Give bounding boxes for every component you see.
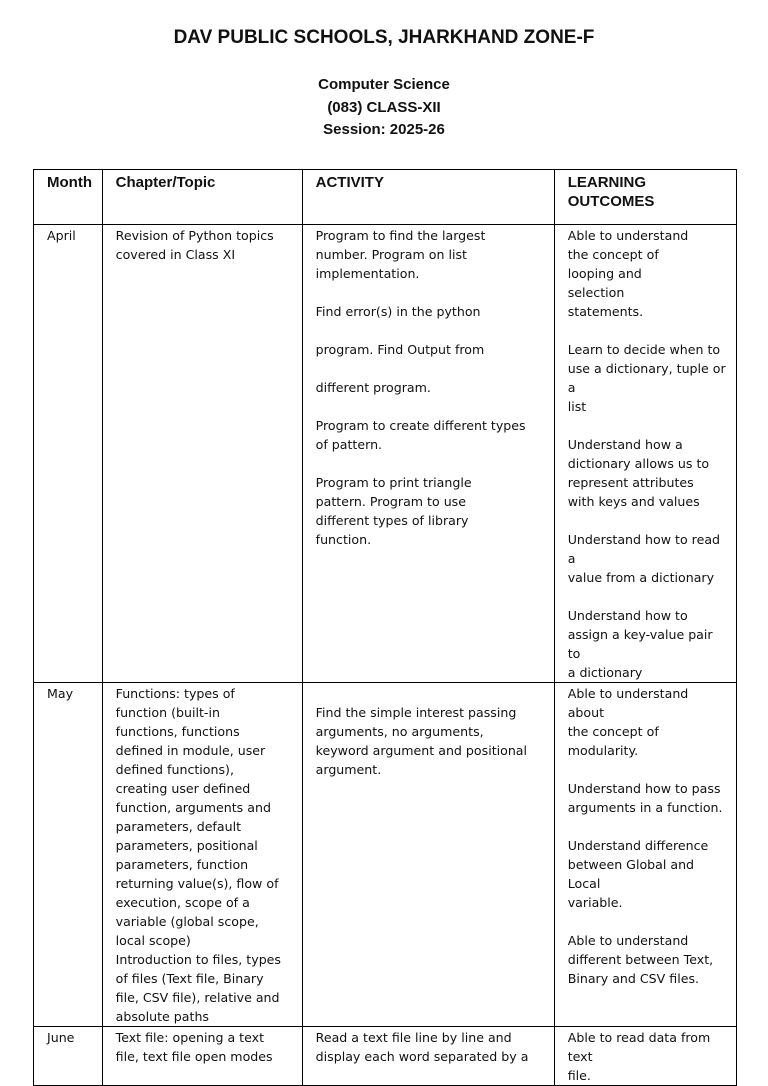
activity-paragraph: Find error(s) in the python bbox=[315, 304, 481, 319]
outcome-paragraph: Understand difference between Global and Local variable. bbox=[567, 838, 709, 910]
topic-cell bbox=[102, 683, 302, 1027]
session-line: Session: 2025-26 bbox=[323, 121, 445, 138]
outcome-paragraph: Learn to decide when to use a dictionary, tuple or a list bbox=[567, 342, 726, 414]
month-cell: May bbox=[34, 683, 103, 1027]
activity-cell bbox=[302, 683, 554, 1027]
syllabus-table bbox=[33, 169, 737, 1086]
table-row bbox=[34, 225, 737, 683]
topic-text: Revision of Python topics covered in Class XI bbox=[115, 228, 274, 262]
topic-text: Functions: types of function (built-in functions, functions defined in module, user defined functions), creating user defined function, arguments and parameters, default parameters, positional parameters, function returning value(s), flow of execution, scope of a variable (global scope, local scope) Introduction to files, types of files (Text file, Binary file, CSV file), relative and absolute paths bbox=[115, 686, 281, 1024]
column-header-month: Month bbox=[34, 170, 103, 225]
activity-cell bbox=[302, 1027, 554, 1086]
month-cell: June bbox=[34, 1027, 103, 1086]
column-header-activity: ACTIVITY bbox=[302, 170, 554, 225]
outcome-paragraph: Understand how a dictionary allows us to represent attributes with keys and values bbox=[567, 437, 710, 509]
activity-paragraph: Find the simple interest passing arguments, no arguments, keyword argument and positional argument. bbox=[315, 705, 528, 777]
outcome-paragraph: Understand how to read a value from a dictionary bbox=[567, 532, 721, 585]
activity-paragraph: different program. bbox=[315, 380, 431, 395]
outcomes-cell bbox=[554, 225, 736, 683]
subject-line: Computer Science bbox=[318, 76, 450, 93]
outcome-paragraph: Able to understand different between Text, Binary and CSV files. bbox=[567, 933, 714, 986]
outcome-paragraph: Able to understand about the concept of modularity. bbox=[567, 686, 689, 758]
column-header-outcomes: LEARNING OUTCOMES bbox=[554, 170, 736, 225]
outcome-paragraph: Understand how to pass arguments in a function. bbox=[567, 781, 723, 815]
outcome-paragraph: Understand how to assign a key-value pair to a dictionary bbox=[567, 608, 713, 680]
activity-paragraph: Read a text file line by line and display each word separated by a bbox=[315, 1030, 529, 1064]
outcome-paragraph: Able to understand the concept of looping and selection statements. bbox=[567, 228, 689, 319]
table-header-row bbox=[34, 170, 737, 225]
document-title: DAV PUBLIC SCHOOLS, JHARKHAND ZONE-F bbox=[173, 27, 595, 48]
table-row bbox=[34, 683, 737, 1027]
activity-paragraph: Program to create different types of pattern. bbox=[315, 418, 526, 452]
activity-cell bbox=[302, 225, 554, 683]
activity-paragraph: Program to print triangle pattern. Program to use different types of library function. bbox=[315, 475, 472, 547]
topic-cell bbox=[102, 225, 302, 683]
topic-text: Text file: opening a text file, text file open modes bbox=[115, 1030, 273, 1064]
activity-paragraph: program. Find Output from bbox=[315, 342, 485, 357]
month-cell: April bbox=[34, 225, 103, 683]
outcomes-cell bbox=[554, 1027, 736, 1086]
column-header-topic: Chapter/Topic bbox=[102, 170, 302, 225]
table-row bbox=[34, 1027, 737, 1086]
outcome-paragraph: Able to read data from text file. bbox=[567, 1030, 711, 1083]
class-line: (083) CLASS-XII bbox=[327, 99, 441, 116]
activity-paragraph: Program to find the largest number. Program on list implementation. bbox=[315, 228, 486, 281]
topic-cell bbox=[102, 1027, 302, 1086]
outcomes-cell bbox=[554, 683, 736, 1027]
